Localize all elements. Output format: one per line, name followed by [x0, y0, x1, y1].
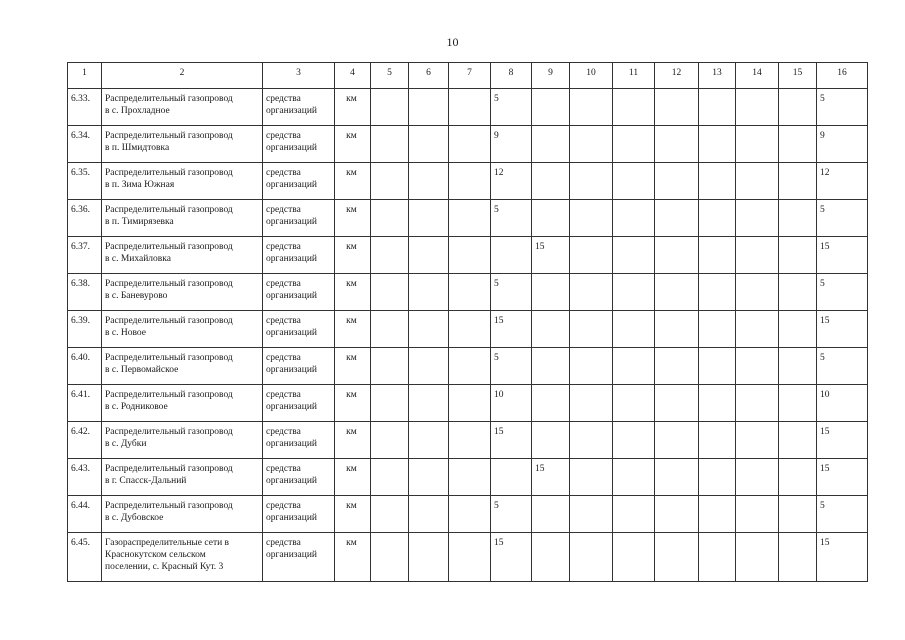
funding-source [263, 163, 335, 200]
text-line: в с. Прохладное [105, 106, 170, 116]
empty-cell [409, 89, 449, 126]
empty-cell [409, 459, 449, 496]
value-total: 12 [817, 163, 868, 200]
empty-cell [570, 422, 613, 459]
text-line: организаций [266, 402, 318, 412]
funding-source [263, 533, 335, 582]
value-total: 5 [817, 89, 868, 126]
value-total: 15 [817, 459, 868, 496]
table-row [68, 163, 868, 200]
unit: км [335, 422, 371, 459]
empty-cell [449, 237, 491, 274]
empty-cell [449, 496, 491, 533]
empty-cell [449, 348, 491, 385]
table-row [68, 348, 868, 385]
empty-cell [449, 422, 491, 459]
empty-cell [409, 348, 449, 385]
value-col-8: 15 [491, 311, 532, 348]
header-cell-4: 4 [335, 63, 371, 89]
value-col-9 [532, 126, 570, 163]
empty-cell [570, 533, 613, 582]
empty-cell [736, 89, 779, 126]
empty-cell [613, 533, 655, 582]
empty-cell [655, 200, 699, 237]
item-name [102, 496, 263, 533]
unit: км [335, 348, 371, 385]
header-cell-11: 11 [613, 63, 655, 89]
empty-cell [449, 126, 491, 163]
empty-cell [613, 496, 655, 533]
empty-cell [449, 200, 491, 237]
unit: км [335, 533, 371, 582]
funding-source [263, 422, 335, 459]
text-line: организаций [266, 476, 318, 486]
text-line: средства [266, 242, 301, 252]
empty-cell [371, 274, 409, 311]
empty-cell [736, 274, 779, 311]
empty-cell [655, 163, 699, 200]
text-line: в п. Тимирязевка [105, 217, 174, 227]
text-line: Распределительный газопровод [105, 501, 233, 511]
empty-cell [655, 274, 699, 311]
item-name [102, 237, 263, 274]
value-col-9 [532, 89, 570, 126]
empty-cell [371, 126, 409, 163]
header-cell-6: 6 [409, 63, 449, 89]
header-cell-7: 7 [449, 63, 491, 89]
value-col-9: 15 [532, 459, 570, 496]
empty-cell [371, 311, 409, 348]
empty-cell [409, 422, 449, 459]
value-col-9 [532, 163, 570, 200]
empty-cell [570, 237, 613, 274]
funding-source [263, 459, 335, 496]
empty-cell [613, 459, 655, 496]
header-cell-16: 16 [817, 63, 868, 89]
unit: км [335, 459, 371, 496]
text-line: Распределительный газопровод [105, 205, 233, 215]
empty-cell [409, 200, 449, 237]
unit: км [335, 311, 371, 348]
item-number: 6.40. [68, 348, 102, 385]
item-name [102, 422, 263, 459]
value-col-8: 12 [491, 163, 532, 200]
text-line: организаций [266, 217, 318, 227]
header-cell-15: 15 [779, 63, 817, 89]
empty-cell [613, 126, 655, 163]
text-line: Распределительный газопровод [105, 316, 233, 326]
header-cell-8: 8 [491, 63, 532, 89]
text-line: организаций [266, 291, 318, 301]
empty-cell [736, 237, 779, 274]
value-total: 5 [817, 274, 868, 311]
funding-source [263, 274, 335, 311]
item-number: 6.37. [68, 237, 102, 274]
funding-source [263, 311, 335, 348]
text-line: Распределительный газопровод [105, 168, 233, 178]
unit: км [335, 163, 371, 200]
text-line: в с. Родниковое [105, 402, 168, 412]
empty-cell [779, 200, 817, 237]
empty-cell [655, 311, 699, 348]
empty-cell [613, 422, 655, 459]
text-line: Краснокутском сельском [105, 550, 206, 560]
header-cell-2: 2 [102, 63, 263, 89]
value-total: 15 [817, 422, 868, 459]
empty-cell [449, 274, 491, 311]
empty-cell [736, 126, 779, 163]
item-name [102, 533, 263, 582]
value-col-8: 9 [491, 126, 532, 163]
empty-cell [655, 348, 699, 385]
empty-cell [371, 348, 409, 385]
empty-cell [570, 200, 613, 237]
value-col-9 [532, 533, 570, 582]
empty-cell [736, 496, 779, 533]
table-row [68, 237, 868, 274]
item-name [102, 385, 263, 422]
empty-cell [409, 496, 449, 533]
text-line: в с. Михайловка [105, 254, 171, 264]
empty-cell [779, 422, 817, 459]
empty-cell [570, 126, 613, 163]
item-number: 6.38. [68, 274, 102, 311]
item-name [102, 200, 263, 237]
value-total: 5 [817, 200, 868, 237]
text-line: в с. Баневурово [105, 291, 168, 301]
empty-cell [371, 200, 409, 237]
empty-cell [449, 385, 491, 422]
text-line: в с. Новое [105, 328, 146, 338]
item-name [102, 274, 263, 311]
text-line: средства [266, 94, 301, 104]
value-col-8 [491, 237, 532, 274]
text-line: Распределительный газопровод [105, 353, 233, 363]
value-total: 15 [817, 237, 868, 274]
table-row [68, 126, 868, 163]
empty-cell [613, 89, 655, 126]
funding-source [263, 496, 335, 533]
text-line: средства [266, 464, 301, 474]
header-cell-10: 10 [570, 63, 613, 89]
item-name [102, 348, 263, 385]
text-line: Газораспределительные сети в [105, 538, 230, 548]
value-total: 5 [817, 348, 868, 385]
empty-cell [655, 496, 699, 533]
item-name [102, 459, 263, 496]
empty-cell [655, 385, 699, 422]
empty-cell [570, 496, 613, 533]
item-name [102, 126, 263, 163]
empty-cell [779, 274, 817, 311]
empty-cell [699, 274, 736, 311]
empty-cell [655, 459, 699, 496]
empty-cell [371, 89, 409, 126]
unit: км [335, 385, 371, 422]
empty-cell [699, 237, 736, 274]
table-row [68, 200, 868, 237]
empty-cell [371, 237, 409, 274]
item-number: 6.33. [68, 89, 102, 126]
text-line: средства [266, 427, 301, 437]
program-table [67, 62, 868, 582]
empty-cell [613, 348, 655, 385]
empty-cell [449, 311, 491, 348]
empty-cell [613, 163, 655, 200]
empty-cell [655, 422, 699, 459]
empty-cell [409, 385, 449, 422]
item-number: 6.36. [68, 200, 102, 237]
empty-cell [736, 348, 779, 385]
header-cell-13: 13 [699, 63, 736, 89]
empty-cell [779, 311, 817, 348]
empty-cell [736, 163, 779, 200]
text-line: Распределительный газопровод [105, 131, 233, 141]
empty-cell [779, 126, 817, 163]
empty-cell [570, 274, 613, 311]
empty-cell [699, 385, 736, 422]
empty-cell [371, 496, 409, 533]
value-total: 5 [817, 496, 868, 533]
text-line: в с. Дубки [105, 439, 147, 449]
text-line: в с. Первомайское [105, 365, 179, 375]
text-line: в г. Спасск-Дальний [105, 476, 187, 486]
empty-cell [570, 385, 613, 422]
value-col-8: 5 [491, 274, 532, 311]
table-row [68, 533, 868, 582]
empty-cell [613, 385, 655, 422]
empty-cell [779, 533, 817, 582]
text-line: средства [266, 131, 301, 141]
text-line: Распределительный газопровод [105, 242, 233, 252]
table-row [68, 459, 868, 496]
funding-source [263, 200, 335, 237]
item-number: 6.42. [68, 422, 102, 459]
value-col-9 [532, 496, 570, 533]
empty-cell [371, 422, 409, 459]
unit: км [335, 89, 371, 126]
empty-cell [736, 459, 779, 496]
empty-cell [371, 533, 409, 582]
empty-cell [699, 163, 736, 200]
value-total: 15 [817, 533, 868, 582]
item-number: 6.34. [68, 126, 102, 163]
empty-cell [449, 89, 491, 126]
empty-cell [699, 200, 736, 237]
value-total: 9 [817, 126, 868, 163]
empty-cell [779, 163, 817, 200]
empty-cell [371, 385, 409, 422]
empty-cell [655, 237, 699, 274]
empty-cell [699, 311, 736, 348]
empty-cell [736, 533, 779, 582]
text-line: средства [266, 538, 301, 548]
value-total: 10 [817, 385, 868, 422]
text-line: поселении, с. Красный Кут. 3 [105, 562, 224, 572]
empty-cell [409, 163, 449, 200]
empty-cell [613, 237, 655, 274]
header-cell-14: 14 [736, 63, 779, 89]
empty-cell [371, 459, 409, 496]
text-line: Распределительный газопровод [105, 464, 233, 474]
text-line: Распределительный газопровод [105, 94, 233, 104]
text-line: Распределительный газопровод [105, 427, 233, 437]
text-line: средства [266, 501, 301, 511]
unit: км [335, 496, 371, 533]
unit: км [335, 200, 371, 237]
header-cell-12: 12 [655, 63, 699, 89]
table-row [68, 274, 868, 311]
value-col-8: 10 [491, 385, 532, 422]
item-name [102, 311, 263, 348]
value-col-9: 15 [532, 237, 570, 274]
value-col-8 [491, 459, 532, 496]
value-col-9 [532, 348, 570, 385]
item-number: 6.35. [68, 163, 102, 200]
unit: км [335, 274, 371, 311]
empty-cell [779, 89, 817, 126]
empty-cell [409, 311, 449, 348]
funding-source [263, 126, 335, 163]
text-line: организаций [266, 254, 318, 264]
empty-cell [371, 163, 409, 200]
empty-cell [449, 459, 491, 496]
header-cell-5: 5 [371, 63, 409, 89]
text-line: средства [266, 279, 301, 289]
value-total: 15 [817, 311, 868, 348]
empty-cell [699, 533, 736, 582]
text-line: Распределительный газопровод [105, 279, 233, 289]
header-cell-3: 3 [263, 63, 335, 89]
item-name [102, 89, 263, 126]
text-line: средства [266, 390, 301, 400]
value-col-8: 15 [491, 533, 532, 582]
empty-cell [736, 385, 779, 422]
header-cell-9: 9 [532, 63, 570, 89]
empty-cell [699, 459, 736, 496]
empty-cell [779, 348, 817, 385]
value-col-9 [532, 385, 570, 422]
text-line: Распределительный газопровод [105, 390, 233, 400]
unit: км [335, 237, 371, 274]
header-cell-1: 1 [68, 63, 102, 89]
empty-cell [449, 163, 491, 200]
empty-cell [655, 126, 699, 163]
text-line: организаций [266, 513, 318, 523]
text-line: организаций [266, 550, 318, 560]
text-line: средства [266, 168, 301, 178]
empty-cell [570, 459, 613, 496]
value-col-9 [532, 200, 570, 237]
item-number: 6.41. [68, 385, 102, 422]
item-number: 6.39. [68, 311, 102, 348]
funding-source [263, 348, 335, 385]
empty-cell [613, 200, 655, 237]
empty-cell [736, 422, 779, 459]
empty-cell [570, 89, 613, 126]
empty-cell [655, 533, 699, 582]
table-row [68, 89, 868, 126]
empty-cell [570, 163, 613, 200]
empty-cell [699, 422, 736, 459]
empty-cell [736, 311, 779, 348]
text-line: средства [266, 316, 301, 326]
empty-cell [779, 459, 817, 496]
page-number: 10 [446, 35, 459, 49]
table-row [68, 422, 868, 459]
unit: км [335, 126, 371, 163]
item-number: 6.43. [68, 459, 102, 496]
empty-cell [699, 496, 736, 533]
empty-cell [409, 126, 449, 163]
empty-cell [736, 200, 779, 237]
empty-cell [613, 274, 655, 311]
text-line: в п. Шмидтовка [105, 143, 170, 153]
empty-cell [699, 89, 736, 126]
table-row [68, 496, 868, 533]
value-col-9 [532, 311, 570, 348]
value-col-8: 5 [491, 348, 532, 385]
text-line: организаций [266, 143, 318, 153]
table-row [68, 311, 868, 348]
text-line: в с. Дубовское [105, 513, 164, 523]
item-number: 6.45. [68, 533, 102, 582]
empty-cell [655, 89, 699, 126]
text-line: средства [266, 353, 301, 363]
value-col-8: 15 [491, 422, 532, 459]
empty-cell [779, 496, 817, 533]
item-number: 6.44. [68, 496, 102, 533]
funding-source [263, 237, 335, 274]
funding-source [263, 385, 335, 422]
header-row [68, 63, 868, 89]
item-name [102, 163, 263, 200]
text-line: организаций [266, 439, 318, 449]
empty-cell [699, 348, 736, 385]
value-col-8: 5 [491, 89, 532, 126]
value-col-9 [532, 422, 570, 459]
empty-cell [699, 126, 736, 163]
empty-cell [449, 533, 491, 582]
text-line: организаций [266, 106, 318, 116]
empty-cell [779, 237, 817, 274]
text-line: организаций [266, 328, 318, 338]
value-col-8: 5 [491, 496, 532, 533]
empty-cell [779, 385, 817, 422]
empty-cell [409, 533, 449, 582]
empty-cell [570, 311, 613, 348]
empty-cell [409, 237, 449, 274]
text-line: средства [266, 205, 301, 215]
text-line: организаций [266, 180, 318, 190]
text-line: организаций [266, 365, 318, 375]
empty-cell [613, 311, 655, 348]
value-col-8: 5 [491, 200, 532, 237]
funding-source [263, 89, 335, 126]
value-col-9 [532, 274, 570, 311]
table-row [68, 385, 868, 422]
empty-cell [409, 274, 449, 311]
text-line: в п. Зима Южная [105, 180, 175, 190]
empty-cell [570, 348, 613, 385]
